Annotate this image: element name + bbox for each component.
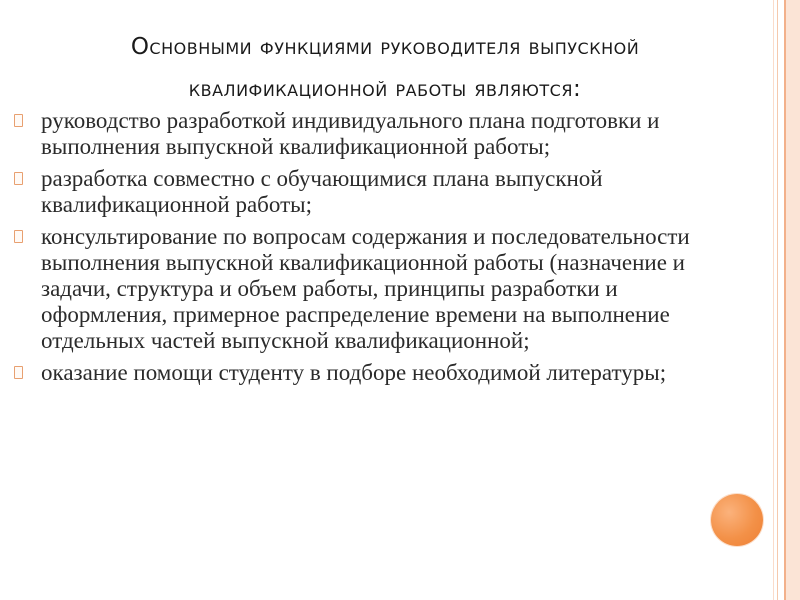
- slide-title-line-1: Основными функциями руководителя выпускной: [130, 34, 640, 60]
- bullet-text: оказание помощи студенту в подборе необходимой литературы;: [41, 360, 667, 385]
- edge-decor-band: [784, 0, 800, 600]
- edge-decor-line: [777, 0, 778, 600]
- bullet-item: [14, 166, 734, 218]
- slide-title-line-2: квалификационной работы являются:: [188, 76, 582, 102]
- bullet-list: [14, 108, 734, 392]
- square-outline-bullet-icon: [14, 114, 23, 127]
- bullet-text: консультирование по вопросам содержания и последовательности выполнения выпускной квалификационной работы (назначение и задачи, структура и объем работы, принципы разработки и оформления, примерное распределение времени на выполнение отдельных частей выпускной квалификационной;: [41, 224, 690, 353]
- slide-title: [40, 26, 730, 110]
- square-outline-bullet-icon: [14, 366, 23, 379]
- orange-circle-decoration: [711, 494, 763, 546]
- square-outline-bullet-icon: [14, 172, 23, 185]
- bullet-item: [14, 108, 734, 160]
- bullet-item: [14, 224, 734, 354]
- bullet-text: разработка совместно с обучающимися плана выпускной квалификационной работы;: [41, 166, 603, 217]
- edge-decor-line: [773, 0, 774, 600]
- square-outline-bullet-icon: [14, 230, 23, 243]
- bullet-item: [14, 360, 734, 386]
- bullet-text: руководство разработкой индивидуального плана подготовки и выполнения выпускной квалификационной работы;: [41, 108, 660, 159]
